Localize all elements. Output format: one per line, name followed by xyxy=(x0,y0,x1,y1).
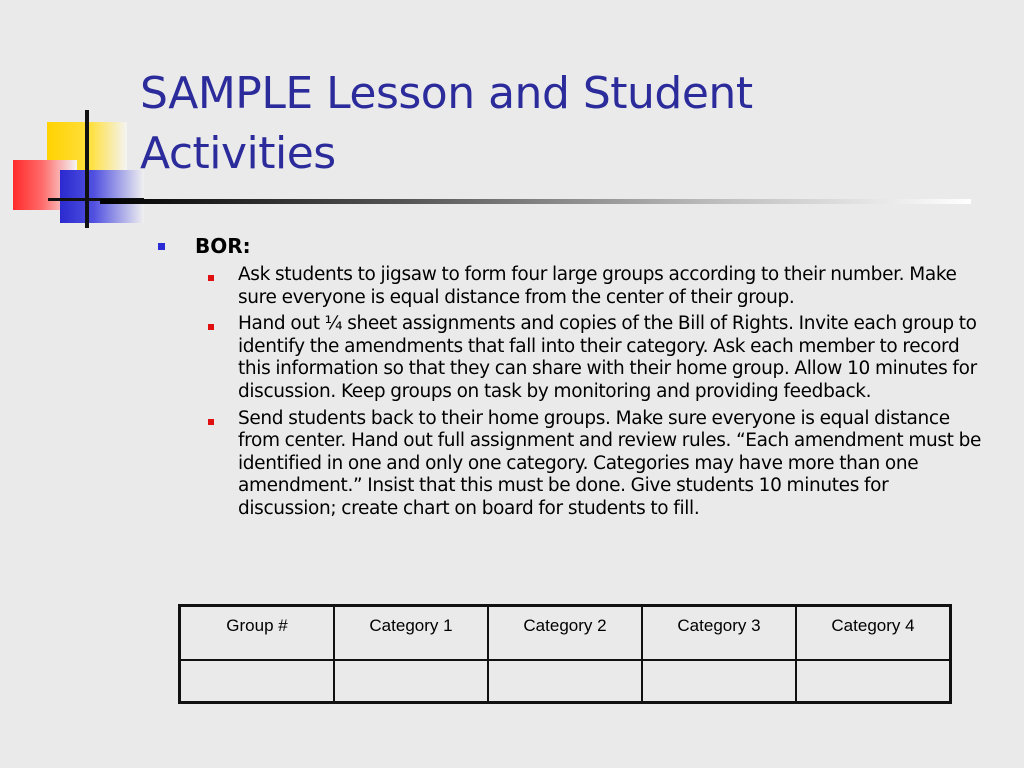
table-cell xyxy=(180,660,335,703)
table-header-row xyxy=(180,606,951,660)
column-header: Category 2 xyxy=(488,606,642,660)
table-row xyxy=(180,660,951,703)
sub-bullet-list xyxy=(155,264,985,521)
slide-title xyxy=(140,64,960,184)
column-header: Group # xyxy=(180,606,335,660)
red-square-bullet-icon xyxy=(208,419,214,425)
sub-bullet-text: Ask students to jigsaw to form four large groups according to their number. Make sure everyone is equal distance from the center of their group. xyxy=(238,264,957,308)
column-header: Category 4 xyxy=(796,606,951,660)
sub-bullet-item xyxy=(155,408,985,521)
sub-bullet-text: Hand out ¼ sheet assignments and copies of the Bill of Rights. Invite each group to identify the amendments that fall into their category. Ask each member to record this information so that they can share with their home group. Allow 10 minutes for discussion. Keep groups on task by monitoring and providing feedback. xyxy=(238,313,977,402)
table-cell xyxy=(796,660,951,703)
table-cell xyxy=(488,660,642,703)
table-cell xyxy=(642,660,796,703)
red-square-bullet-icon xyxy=(208,324,214,330)
sub-bullet-text: Send students back to their home groups. Make sure everyone is equal distance from center. Hand out full assignment and review rules. “Each amendment must be identified in one and only one category. Categories may have more than one amendment.” Insist that this must be done. Give students 10 minutes for discussion; create chart on board for students to fill. xyxy=(238,407,982,519)
column-header: Category 3 xyxy=(642,606,796,660)
column-header: Category 1 xyxy=(334,606,488,660)
square-bullet-icon xyxy=(158,243,165,250)
table-cell xyxy=(334,660,488,703)
sub-bullet-item xyxy=(155,313,985,403)
slide-content xyxy=(155,232,985,525)
title-line-2: Activities xyxy=(140,128,336,179)
sub-bullet-item xyxy=(155,264,985,309)
category-table xyxy=(178,604,952,704)
decorative-vertical-line xyxy=(85,110,89,228)
bullet-label: BOR: xyxy=(195,234,251,258)
decorative-blue-block xyxy=(60,170,144,223)
title-line-1: SAMPLE Lesson and Student xyxy=(140,68,753,119)
red-square-bullet-icon xyxy=(208,275,214,281)
title-underline xyxy=(100,199,971,204)
bullet-bor xyxy=(155,232,985,260)
